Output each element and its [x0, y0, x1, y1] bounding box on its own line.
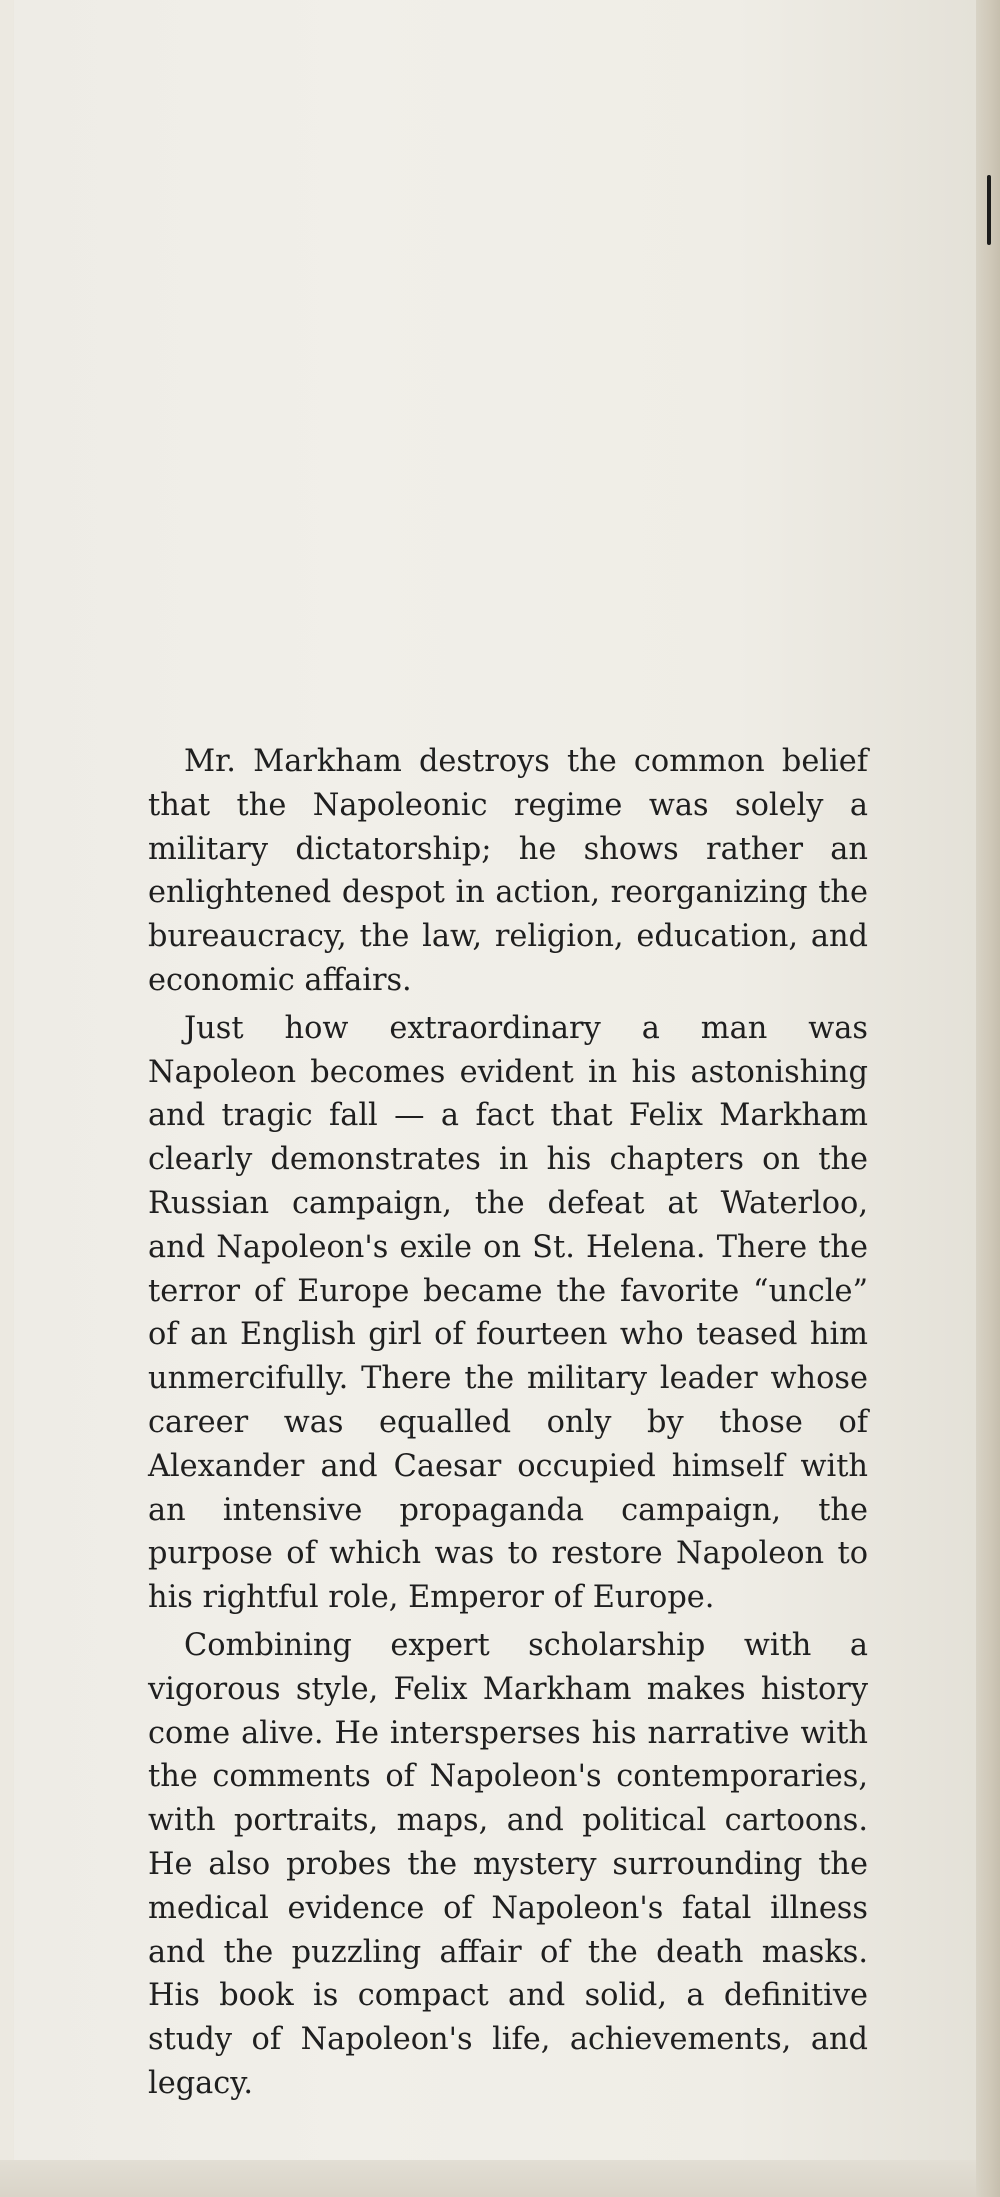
spine-mark [987, 175, 991, 245]
page-bottom-edge [0, 2160, 976, 2197]
spine-edge [976, 0, 1000, 2197]
paragraph-scholarship: Combining expert scholarship with a vigorous style, Felix Markham makes history come alive. He intersperses his narrative with the comments of Napoleon's contemporaries, with portraits, maps, and political cartoons. He also probes the mystery surrounding the medical evidence of Napoleon's fatal illness and the puzzling affair of the death masks. His book is compact and solid, a definitive study of Napoleon's life, achievements, and legacy. [148, 1627, 868, 2101]
paragraph-fall: Just how extraordinary a man was Napoleon becomes evident in his astonishing and tragic fall — a fact that Felix Markham clearly demonstrates in his chapters on the Russian campaign, the defeat at Waterloo, and Napoleon's exile on St. Helena. There the terror of Europe became the favorite “uncle” of an English girl of fourteen who teased him unmercifully. There the military leader whose career was equalled only by those of Alexander and Caesar occupied himself with an intensive propaganda campaign, the purpose of which was to restore Napoleon to his rightful role, Emperor of Europe. [148, 1010, 868, 1616]
flap-copy [148, 740, 868, 2110]
paragraph-regime: Mr. Markham destroys the common belief that the Napoleonic regime was solely a military dictatorship; he shows rather an enlightened despot in action, reorganizing the bureaucracy, the law, religion, education, and economic affairs. [148, 744, 868, 998]
